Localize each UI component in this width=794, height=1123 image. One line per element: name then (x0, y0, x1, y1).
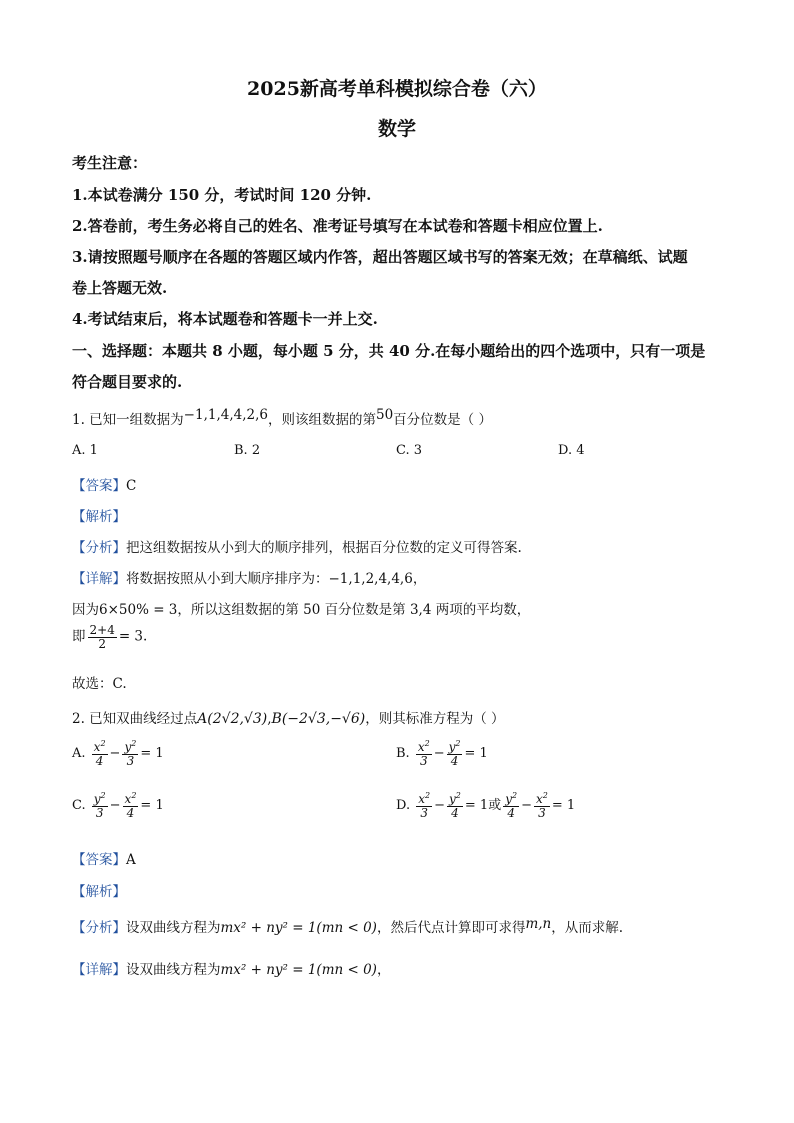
point-b: B(−2√3,−√6) (271, 711, 366, 727)
fenxi-a: 设双曲线方程为 (126, 920, 221, 936)
fraction-num: 2+4 (89, 623, 115, 637)
notice-item-3-cont: 卷上答题无效. (72, 279, 168, 297)
because-suffix: ，所以这组数据的第 50 百分位数是第 3,4 两项的平均数， (177, 602, 531, 618)
y2-over-3: $\frac{y^2}{3}$ (124, 739, 137, 768)
fenxi-text: 把这组数据按从小到大的顺序排列，根据百分位数的定义可得答案. (126, 540, 522, 556)
x2-over-3: $\frac{x^2}{3}$ (418, 791, 431, 820)
fraction-eq: = 3. (118, 628, 148, 645)
because-prefix: 因为 (72, 602, 99, 618)
answer-value: C (126, 478, 137, 494)
ji-word: 即 (72, 628, 86, 645)
q2-option-c[interactable]: C. $\frac{y^2}{3}$ − $\frac{x^2}{4}$ = 1 (72, 791, 164, 820)
q2-option-d[interactable]: D. $\frac{x^2}{3}$ − $\frac{y^2}{4}$ = 1或 $\frac{y^2}{4}$ − $\frac{x^2}{3}$ = 1 (396, 791, 576, 820)
fraction-den: 2 (98, 636, 106, 651)
mn: m,n (525, 916, 552, 932)
q1-analysis-tag: 【解析】 (72, 509, 126, 525)
fenxi-c: ，从而求解. (551, 920, 624, 936)
q2-answer (72, 848, 136, 868)
xiangjie-tag: 【详解】 (72, 962, 126, 978)
fenxi-tag: 【分析】 (72, 540, 126, 556)
section-heading: 一、选择题：本题共 8 小题，每小题 5 分，共 40 分.在每小题给出的四个选项中，只有一项是 (72, 342, 706, 360)
sorted-end: ， (412, 571, 427, 587)
xiangjie-c: ， (376, 962, 391, 978)
notice-item-3: 3.请按照题号顺序在各题的答题区域内作答，超出答题区域书写的答案无效；在草稿纸、试题 (72, 248, 688, 266)
q1-data: −1,1,4,4,2,6 (183, 407, 268, 423)
y2-over-4: $\frac{y^2}{4}$ (448, 739, 461, 768)
q1-because (72, 598, 530, 618)
q1-answer (72, 474, 136, 494)
q1-option-a[interactable]: A. 1 (72, 443, 98, 458)
option-c-label: C. (72, 798, 86, 814)
q1-suffix: 百分位数是（ ） (393, 412, 492, 428)
x2-over-4: $\frac{x^2}{4}$ (124, 791, 137, 820)
answer-tag: 【答案】 (72, 852, 126, 868)
notice-item-1: 1.本试卷满分 150 分，考试时间 120 分钟. (72, 186, 372, 204)
x2-over-3b: $\frac{x^2}{3}$ (535, 791, 548, 820)
option-a-label: A. (72, 746, 86, 762)
q2-analysis-tag: 【解析】 (72, 884, 126, 900)
q1-option-b[interactable]: B. 2 (234, 443, 261, 458)
q1-prefix: 1. 已知一组数据为 (72, 412, 184, 428)
answer-tag: 【答案】 (72, 478, 126, 494)
section-heading-cont: 符合题目要求的. (72, 373, 183, 391)
notice-heading: 考生注意： (72, 154, 148, 172)
fraction (88, 624, 117, 650)
q1-ji (72, 624, 147, 650)
y2-over-4: $\frac{y^2}{4}$ (449, 791, 461, 820)
point-sep: , (267, 711, 272, 727)
notice-item-2: 2.答卷前，考生务必将自己的姓名、准考证号填写在本试卷和答题卡相应位置上. (72, 217, 603, 235)
question-1 (72, 408, 492, 428)
x2-over-3: $\frac{x^2}{3}$ (417, 739, 430, 768)
q1-choice: 故选：C. (72, 676, 127, 692)
point-a: A(2√2,√3) (197, 711, 268, 727)
question-2 (72, 707, 505, 727)
equation: mx² + ny² = 1(mn < 0) (220, 962, 377, 978)
q2-prefix: 2. 已知双曲线经过点 (72, 711, 198, 727)
q2-option-a[interactable]: A. $\frac{x^2}{4}$ − $\frac{y^2}{3}$ = 1 (72, 739, 164, 768)
subject-title: 数学 (377, 118, 416, 140)
xiangjie-tag: 【详解】 (72, 571, 126, 587)
or-word: 或 (488, 798, 502, 814)
fenxi-b: ，然后代点计算即可求得 (376, 920, 526, 936)
q2-suffix: ，则其标准方程为（ ） (365, 711, 505, 727)
option-b-label: B. (396, 746, 410, 762)
q1-fenxi (72, 536, 522, 556)
option-d-label: D. (396, 798, 411, 814)
answer-value: A (126, 852, 136, 868)
y2-over-3: $\frac{y^2}{3}$ (93, 791, 106, 820)
xiangjie-text: 将数据按照从小到大顺序排序为： (126, 571, 329, 587)
because-math: 6×50% = 3 (99, 602, 178, 618)
fenxi-tag: 【分析】 (72, 920, 126, 936)
q2-option-b[interactable]: B. $\frac{x^2}{3}$ − $\frac{y^2}{4}$ = 1 (396, 739, 488, 768)
paper-title: 2025新高考单科模拟综合卷（六） (247, 78, 547, 100)
q1-pct: 50 (375, 407, 394, 423)
x2-over-4: $\frac{x^2}{4}$ (93, 739, 106, 768)
notice-item-4: 4.考试结束后，将本试题卷和答题卡一并上交. (72, 310, 378, 328)
xiangjie-a: 设双曲线方程为 (126, 962, 221, 978)
y2-over-4b: $\frac{y^2}{4}$ (505, 791, 518, 820)
equation: mx² + ny² = 1(mn < 0) (220, 920, 377, 936)
sorted-data: −1,1,2,4,4,6 (328, 571, 413, 587)
q1-option-d[interactable]: D. 4 (558, 443, 585, 458)
q2-fenxi (72, 916, 623, 936)
q2-xiangjie (72, 958, 390, 978)
q1-mid: ，则该组数据的第 (267, 412, 376, 428)
q1-xiangjie (72, 567, 426, 587)
q1-option-c[interactable]: C. 3 (396, 443, 423, 458)
